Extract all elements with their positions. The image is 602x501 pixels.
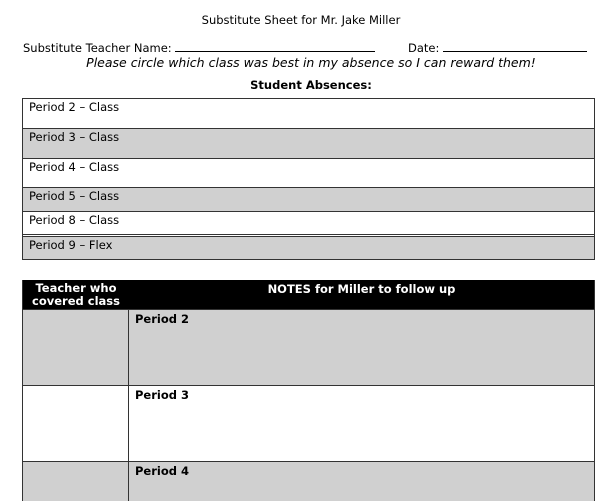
date-label: Date: [408,41,440,55]
absence-label: Period 3 – Class [29,130,120,144]
date-field[interactable] [443,40,587,52]
absence-label: Period 9 – Flex [29,238,113,252]
absence-row[interactable] [23,159,594,188]
substitute-name-label: Substitute Teacher Name: [23,41,172,55]
absence-row[interactable] [23,188,594,212]
substitute-name-line [23,40,375,55]
notes-column-header: NOTES for Miller to follow up [267,282,456,296]
notes-table [22,280,595,501]
notes-table-header [23,280,594,309]
absences-table [22,98,595,260]
absence-label: Period 8 – Class [29,213,120,227]
teacher-cell[interactable] [23,462,129,501]
absence-label: Period 5 – Class [29,189,120,203]
page-title: Substitute Sheet for Mr. Jake Miller [201,13,401,27]
absence-row[interactable] [23,212,594,237]
absence-row[interactable] [23,237,594,259]
absence-label: Period 4 – Class [29,160,120,174]
absence-row[interactable] [23,99,594,129]
notes-cell[interactable] [129,386,594,461]
period-label: Period 2 [135,312,189,326]
notes-cell[interactable] [129,462,594,501]
teacher-cell[interactable] [23,310,129,385]
absence-label: Period 2 – Class [29,100,120,114]
instruction-text: Please circle which class was best in my absence so I can reward them! [86,55,536,70]
notes-row [23,385,594,461]
notes-cell[interactable] [129,310,594,385]
date-line [408,40,587,55]
teacher-cell[interactable] [23,386,129,461]
absences-heading: Student Absences: [250,78,372,92]
period-label: Period 3 [135,388,189,402]
teacher-column-header: Teacher who covered class [32,281,120,308]
notes-row [23,309,594,385]
substitute-name-field[interactable] [175,40,375,52]
notes-row [23,461,594,501]
period-label: Period 4 [135,464,189,478]
absence-row[interactable] [23,129,594,159]
